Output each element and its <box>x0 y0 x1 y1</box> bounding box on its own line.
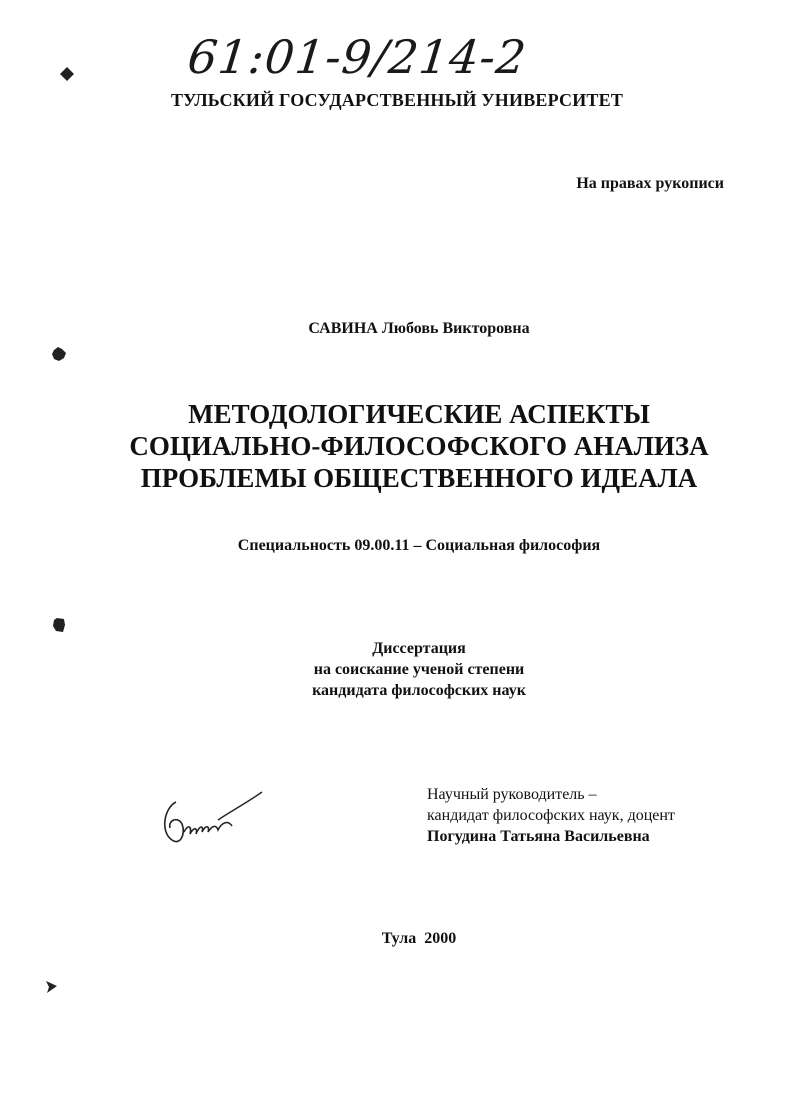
author-given-names: Любовь Викторовна <box>381 320 530 337</box>
supervisor-role: Научный руководитель – <box>427 786 597 803</box>
rights-note: На правах рукописи <box>576 175 724 192</box>
title-line: СОЦИАЛЬНО-ФИЛОСОФСКОГО АНАЛИЗА <box>129 431 709 461</box>
degree-line: на соискание ученой степени <box>313 661 525 678</box>
author-name <box>0 320 794 338</box>
city: Тула <box>381 930 417 947</box>
title-line: ПРОБЛЕМЫ ОБЩЕСТВЕННОГО ИДЕАЛА <box>140 463 698 493</box>
degree-statement <box>0 638 794 701</box>
dissertation-title <box>0 398 794 494</box>
university-name: ТУЛЬСКИЙ ГОСУДАРСТВЕННЫЙ УНИВЕРСИТЕТ <box>170 90 624 110</box>
title-line: МЕТОДОЛОГИЧЕСКИЕ АСПЕКТЫ <box>188 399 650 429</box>
author-surname: САВИНА <box>308 320 378 337</box>
punch-hole-mark-icon <box>44 980 58 994</box>
specialty-line: Специальность 09.00.11 – Социальная философия <box>237 537 601 554</box>
degree-line: кандидата философских наук <box>312 682 526 699</box>
year: 2000 <box>424 930 457 947</box>
supervisor-degree: кандидат философских наук, доцент <box>427 807 675 824</box>
supervisor-block <box>427 784 675 847</box>
punch-hole-mark-icon <box>52 618 66 632</box>
punch-hole-mark-icon <box>60 67 74 81</box>
punch-hole-mark-icon <box>52 347 66 361</box>
city-year <box>0 930 794 948</box>
handwritten-shelfmark: 61:01-9/214-2 <box>185 30 530 84</box>
author-signature <box>158 780 268 860</box>
degree-line: Диссертация <box>372 640 466 657</box>
supervisor-name: Погудина Татьяна Васильевна <box>427 828 650 845</box>
